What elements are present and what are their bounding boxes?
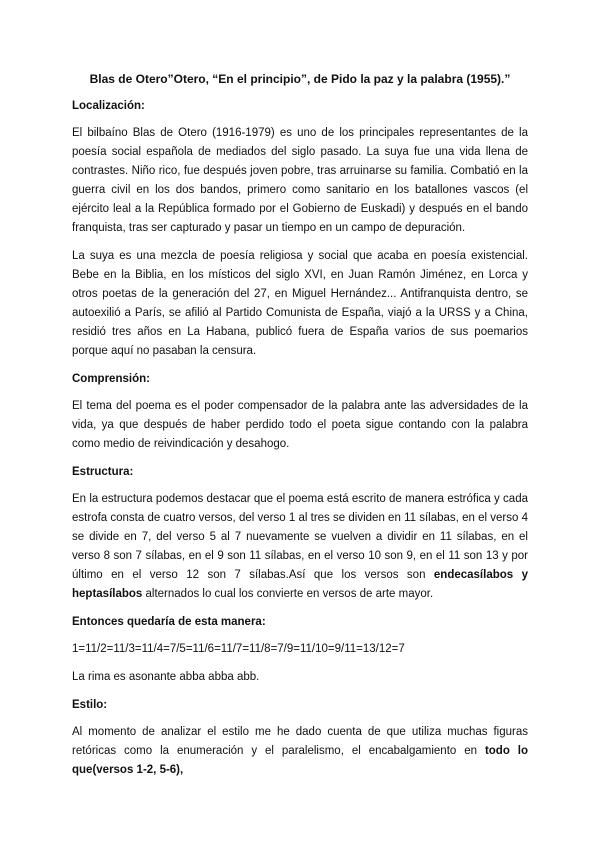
- paragraph-localizacion-2: La suya es una mezcla de poesía religiosa y social que acaba en poesía existencial. Bebe en la Biblia, en los místicos del siglo XVI, en Juan Ramón Jiménez, en Lorca y otros poetas de la generación del 27, en Miguel Hernández... Antifranquista dentro, se autoexilió a París, se afilió al Partido Comunista de España, viajó a la URSS y a China, residió tres años en La Habana, publicó fuera de España varios de sus poemarios porque aquí no pasaban la censura.: [72, 250, 528, 357]
- section-heading-comprension: Comprensión:: [72, 373, 150, 385]
- estilo-bold-text: todo lo que(versos 1-2, 5-6),: [72, 745, 528, 776]
- section-heading-estructura: Estructura:: [72, 466, 134, 478]
- section-heading-estilo: Estilo:: [72, 699, 108, 711]
- metric-formula: 1=11/2=11/3=11/4=7/5=11/6=11/7=11/8=7/9=11/10=9/11=13/12=7: [72, 643, 405, 655]
- paragraph-estructura-1: [72, 490, 528, 604]
- section-heading-localizacion: Localización:: [72, 100, 145, 112]
- subheading-esquema: Entonces quedaría de esta manera:: [72, 616, 266, 628]
- document-page: [72, 72, 528, 789]
- estructura-text-b: alternados lo cual los convierte en versos de arte mayor.: [142, 588, 434, 600]
- paragraph-comprension-1: El tema del poema es el poder compensador de la palabra ante las adversidades de la vida, ya que después de haber perdido todo el poeta sigue contando con la palabra como medio de reivindicación y desahogo.: [72, 400, 528, 450]
- paragraph-estilo-1: [72, 723, 528, 780]
- rima-line: La rima es asonante abba abba abb.: [72, 671, 260, 683]
- document-title: Blas de Otero”Otero, “En el principio”, de Pido la paz y la palabra (1955).”: [89, 72, 511, 86]
- paragraph-localizacion-1: El bilbaíno Blas de Otero (1916-1979) es uno de los principales representantes de la poesía social española de mediados del siglo pasado. La suya fue una vida llena de contrastes. Niño rico, fue después joven pobre, tras arruinarse su familia. Combatió en la guerra civil en los dos bandos, primero como sanitario en los batallones vascos (el ejército leal a la República formado por el Gobierno de Euskadi) y después en el bando franquista, tras ser capturado y pasar un tiempo en un campo de depuración.: [72, 127, 528, 234]
- estructura-text-a: En la estructura podemos destacar que el poema está escrito de manera estrófica y cada estrofa consta de cuatro versos, del verso 1 al tres se dividen en 11 sílabas, en el verso 4 se divide en 7, del verso 5 al 7 nuevamente se vuelven a dividir en 11 sílabas, en el verso 8 son 7 sílabas, en el 9 son 11 sílabas, en el verso 10 son 9, en el 11 son 13 y por último en el verso 12 son 7 sílabas.Así que los versos son: [72, 493, 528, 581]
- estructura-bold-text: endecasílabos y heptasílabos: [72, 569, 528, 600]
- estilo-text-a: Al momento de analizar el estilo me he dado cuenta de que utiliza muchas figuras retóricas como la enumeración y el paralelismo, el encabalgamiento en: [72, 726, 528, 757]
